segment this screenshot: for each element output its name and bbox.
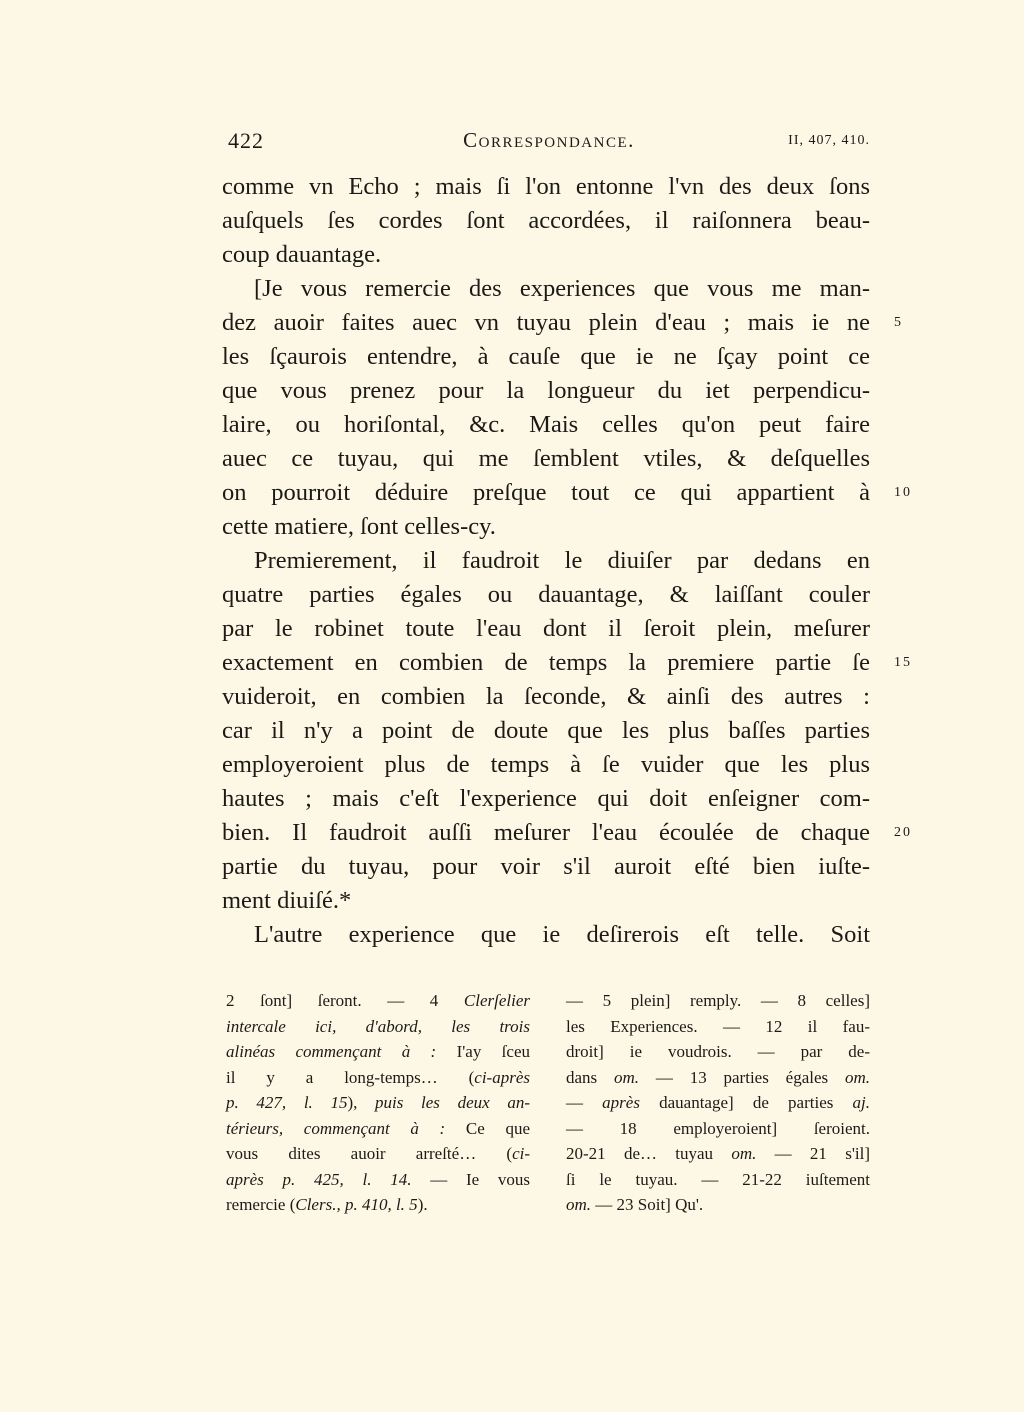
text-line: [222, 646, 912, 680]
text-line-content: comme vn Echo ; mais ſi l'on entonne l'vn des deux ſons: [222, 173, 870, 200]
text-line-content: ment diuiſé.*: [222, 887, 352, 914]
footnote-line: [566, 1065, 870, 1091]
footnote-segment: Ce que: [465, 1118, 530, 1138]
footnote-segment: — 23 Soit] Qu'.: [591, 1195, 704, 1214]
footnote-segment: Clers., p. 410, l. 5: [295, 1195, 418, 1214]
footnote-segment: p. 427, l. 15: [226, 1093, 348, 1112]
text-line: [222, 238, 870, 272]
text-line-content: vuideroit, en combien la ſeconde, & ainſi des autres :: [222, 683, 870, 710]
text-line: [222, 442, 870, 476]
footnote-segment: il y a long-temps… (: [226, 1067, 475, 1087]
text-line: [222, 918, 870, 952]
footnote-line: [566, 1116, 870, 1142]
footnote-line: [226, 1065, 530, 1091]
footnote-segment: ),: [347, 1093, 376, 1112]
footnote-segment: — 18 employeroient] ſeroient.: [566, 1118, 870, 1138]
footnote-segment: ſi le tuyau. — 21-22 iuſtement: [566, 1169, 870, 1189]
text-line: [222, 510, 870, 544]
text-line: [222, 680, 870, 714]
line-number-marker: 5: [894, 315, 903, 330]
text-line: [222, 782, 870, 816]
text-line: [222, 408, 870, 442]
footnote-line: [226, 1039, 530, 1065]
footnote-line: [566, 1192, 870, 1218]
footnote-segment: 2 ſont] ſeront. — 4: [226, 991, 464, 1010]
footnote-segment: om.: [731, 1144, 757, 1163]
text-line-content: Premierement, il faudroit le diuiſer par dedans en: [254, 547, 870, 574]
footnote-segment: droit] ie voudrois. — par de-: [566, 1042, 870, 1061]
text-line: [222, 578, 870, 612]
footnote-segment: puis les deux an-: [375, 1093, 530, 1112]
page-reference: II, 407, 410.: [788, 133, 870, 148]
footnote-segment: alinéas commençant à :: [226, 1042, 457, 1061]
footnote-line: [566, 1141, 870, 1167]
footnote-segment: om.: [614, 1067, 640, 1087]
footnote-segment: après: [602, 1093, 640, 1112]
footnote-segment: 20-21 de… tuyau: [566, 1144, 732, 1163]
footnote-segment: remercie (: [226, 1195, 296, 1214]
footnote-line: [226, 988, 530, 1014]
footnote-line: [226, 1090, 530, 1116]
footnote-line: [226, 1141, 530, 1167]
footnote-line: [566, 1039, 870, 1065]
text-line-content: employeroient plus de temps à ſe vuider que les plus: [222, 751, 870, 778]
footnote-segment: — 5 plein] remply. — 8 celles]: [566, 991, 870, 1010]
text-line: [222, 714, 870, 748]
footnote-line: [226, 1014, 530, 1040]
footnote-segment: dauantage] de parties: [639, 1093, 853, 1112]
footnote-segment: om.: [844, 1067, 870, 1087]
footnote-line: [226, 1116, 530, 1142]
line-number-marker: 20: [894, 825, 912, 840]
text-line-content: auec ce tuyau, qui me ſemblent vtiles, & deſquelles: [222, 445, 870, 472]
text-line: [222, 748, 870, 782]
footnote-segment: ).: [417, 1195, 428, 1214]
footnote-segment: térieurs, commençant à :: [226, 1118, 466, 1138]
footnote-segment: intercale ici, d'abord, les trois: [226, 1016, 530, 1036]
text-line-content: coup dauantage.: [222, 241, 382, 268]
footnote-segment: om.: [566, 1195, 592, 1214]
footnote-segment: — 13 parties égales: [639, 1067, 845, 1087]
text-line-content: hautes ; mais c'eſt l'experience qui doit enſeigner com-: [222, 785, 870, 812]
footnotes-left-column: [226, 988, 530, 1218]
text-line-content: L'autre experience que ie deſirerois eſt telle. Soit: [254, 921, 870, 948]
footnote-segment: — Ie vous: [430, 1169, 531, 1189]
text-line-content: cette matiere, ſont celles-cy.: [222, 513, 496, 540]
footnote-segment: Clerſelier: [463, 991, 530, 1010]
text-line-content: on pourroit déduire preſque tout ce qui appartient à: [222, 479, 870, 506]
footnote-segment: —: [566, 1093, 603, 1112]
footnote-segment: ci-: [512, 1144, 530, 1163]
text-line: [222, 816, 912, 850]
line-number-marker: 10: [894, 485, 912, 500]
footnote-line: [226, 1167, 530, 1193]
text-line-content: auſquels ſes cordes ſont accordées, il raiſonnera beau-: [222, 207, 870, 234]
text-line-content: partie du tuyau, pour voir s'il auroit eſté bien iuſte-: [222, 853, 870, 880]
footnotes-right-column: [566, 988, 870, 1218]
text-line-content: que vous prenez pour la longueur du iet perpendicu-: [222, 377, 870, 404]
footnote-segment: I'ay ſceu: [456, 1042, 530, 1061]
text-line: [222, 340, 870, 374]
text-line: [222, 884, 870, 918]
footnote-segment: dans: [566, 1067, 614, 1087]
text-line: [222, 612, 870, 646]
text-line: [222, 272, 870, 306]
text-line-content: laire, ou horiſontal, &c. Mais celles qu'on peut faire: [222, 411, 870, 438]
text-line: [222, 476, 912, 510]
text-line-content: [Je vous remercie des experiences que vous me man-: [254, 275, 870, 302]
page-header: [228, 124, 870, 160]
text-line: [222, 306, 903, 340]
text-line-content: les ſçaurois entendre, à cauſe que ie ne ſçay point ce: [222, 343, 870, 370]
running-title: Correspondance.: [463, 128, 635, 152]
footnote-segment: les Experiences. — 12 il fau-: [566, 1016, 870, 1036]
text-line-content: par le robinet toute l'eau dont il ſeroit plein, meſurer: [222, 615, 870, 642]
footnote-segment: après p. 425, l. 14.: [226, 1169, 431, 1189]
text-line-content: exactement en combien de temps la premiere partie ſe: [222, 649, 870, 676]
main-text: [222, 170, 912, 952]
footnote-line: [566, 1014, 870, 1040]
text-line: [222, 374, 870, 408]
footnote-segment: — 21 s'il]: [756, 1144, 870, 1163]
footnote-line: [566, 988, 870, 1014]
text-line-content: dez auoir faites auec vn tuyau plein d'eau ; mais ie ne: [222, 309, 870, 336]
text-line: [222, 204, 870, 238]
text-line: [222, 544, 870, 578]
text-line: [222, 170, 870, 204]
footnote-line: [226, 1192, 530, 1218]
text-line-content: bien. Il faudroit auſſi meſurer l'eau écoulée de chaque: [222, 819, 870, 846]
footnote-segment: vous dites auoir arreſté… (: [226, 1144, 513, 1163]
text-line-content: quatre parties égales ou dauantage, & laiſſant couler: [222, 581, 870, 608]
footnote-line: [566, 1090, 870, 1116]
footnote-line: [566, 1167, 870, 1193]
text-line: [222, 850, 870, 884]
page-number: 422: [228, 128, 264, 153]
line-number-marker: 15: [894, 655, 912, 670]
footnote-segment: aj.: [852, 1093, 871, 1112]
footnote-segment: ci-après: [474, 1067, 530, 1087]
text-line-content: car il n'y a point de doute que les plus baſſes parties: [222, 717, 870, 744]
